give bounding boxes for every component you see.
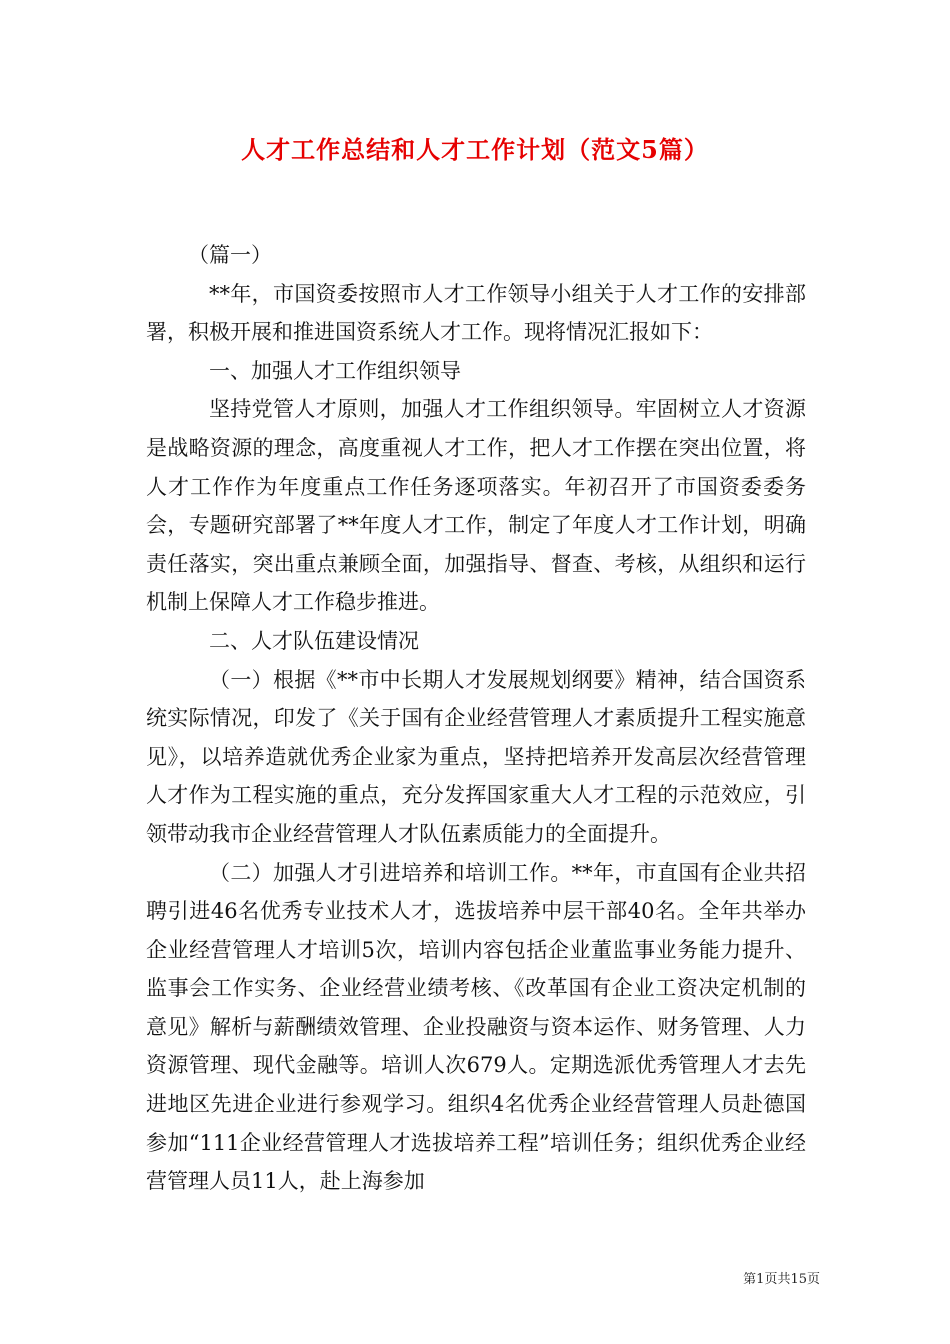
paragraph-leadership: 坚持党管人才原则，加强人才工作组织领导。牢固树立人才资源是战略资源的理念，高度重视人才工作，把人才工作摆在突出位置，将人才工作作为年度重点工作任务逐项落实。年初召开了市国资委委务会，专题研究部署了**年度人才工作，制定了年度人才工作计划，明确责任落实，突出重点兼顾全面，加强指导、督查、考核，从组织和运行机制上保障人才工作稳步推进。 [146,397,806,615]
paragraph-intro: **年，市国资委按照市人才工作领导小组关于人才工作的安排部署，积极开展和推进国资系统人才工作。现将情况汇报如下： [146,281,806,345]
heading-2: 二、人才队伍建设情况 [209,628,419,653]
document-body [146,236,806,1201]
page-number: 第1页共15页 [743,1272,820,1287]
paragraph-item-1: （一）根据《**市中长期人才发展规划纲要》精神，结合国资系统实际情况，印发了《关于国有企业经营管理人才素质提升工程实施意见》，以培养造就优秀企业家为重点，坚持把培养开发高层次经营管理人才作为工程实施的重点，充分发挥国家重大人才工程的示范效应，引领带动我市企业经营管理人才队伍素质能力的全面提升。 [146,667,806,846]
heading-1: 一、加强人才工作组织领导 [209,358,461,383]
paragraph-item-2: （二）加强人才引进培养和培训工作。**年，市直国有企业共招聘引进46名优秀专业技术人才，选拔培养中层干部40名。全年共举办企业经营管理人才培训5次，培训内容包括企业董监事业务能力提升、监事会工作实务、企业经营业绩考核、《改革国有企业工资决定机制的意见》解析与薪酬绩效管理、企业投融资与资本运作、财务管理、人力资源管理、现代金融等。培训人次679人。定期选派优秀管理人才去先进地区先进企业进行参观学习。组织4名优秀企业经营管理人员赴德国参加“111企业经营管理人才选拔培养工程”培训任务；组织优秀企业经营管理人员11人，赴上海参加 [146,860,806,1194]
document-title: 人才工作总结和人才工作计划（范文5篇） [241,135,709,164]
section-label: （篇一） [188,243,272,267]
